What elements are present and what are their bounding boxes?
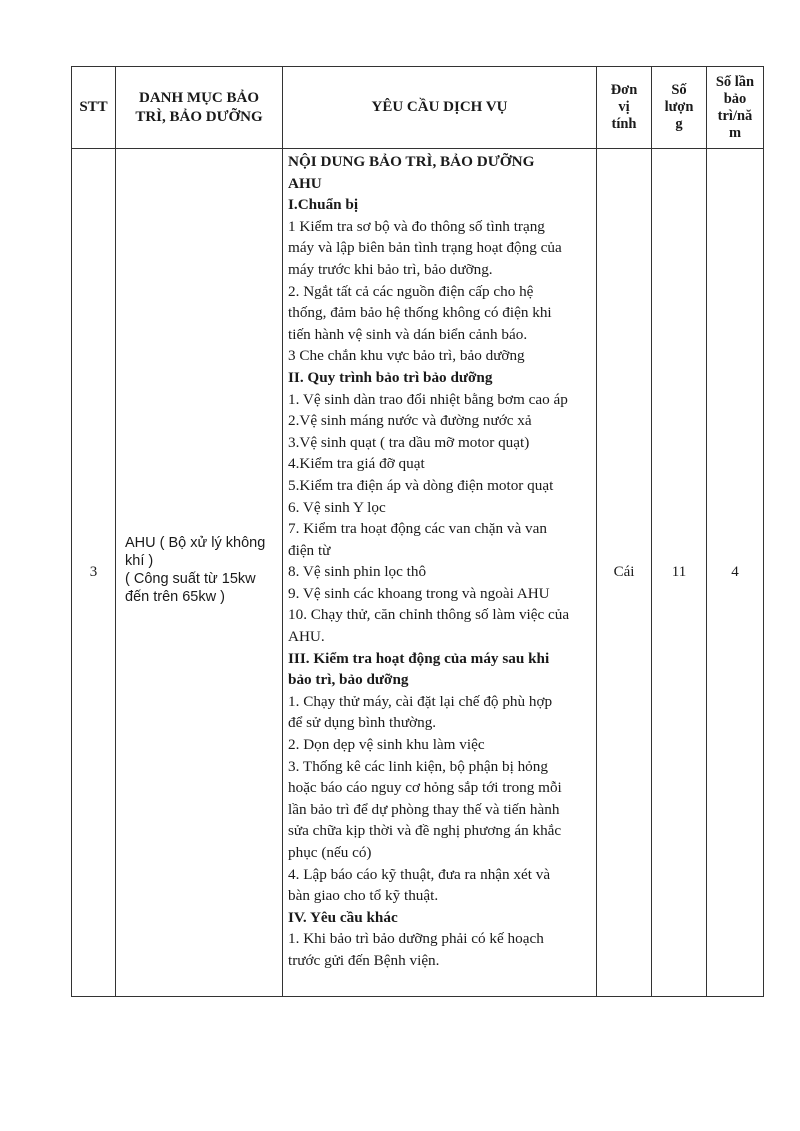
requirement-heading: bảo trì, bảo dưỡng	[288, 671, 409, 689]
requirement-line: trước gửi đến Bệnh viện.	[288, 951, 440, 969]
requirement-line: điện từ	[288, 541, 331, 559]
requirement-line: 2. Ngắt tất cả các nguồn điện cấp cho hệ	[288, 282, 534, 300]
requirement-line: 3. Thống kê các linh kiện, bộ phận bị hỏng	[288, 757, 548, 775]
header-category-line: DANH MỤC BẢO	[139, 89, 259, 106]
requirement-line: 1. Vệ sinh dàn trao đổi nhiệt bằng bơm cao áp	[288, 390, 568, 408]
requirement-line: thống, đảm bảo hệ thống không có điện khi	[288, 304, 552, 322]
category-line: đến trên 65kw )	[125, 589, 225, 605]
requirement-heading: AHU	[288, 174, 322, 192]
requirement-line: bàn giao cho tổ kỹ thuật.	[288, 887, 439, 905]
requirement-line: phục (nếu có)	[288, 844, 372, 861]
requirement-line: sửa chữa kịp thời và đề nghị phương án khắc	[288, 822, 562, 840]
requirements-list	[283, 149, 596, 972]
header-category-line: TRÌ, BẢO DƯỠNG	[135, 108, 263, 125]
row-quantity: 11	[652, 149, 707, 997]
header-unit	[597, 67, 652, 149]
requirement-line: 3 Che chắn khu vực bảo trì, bảo dưỡng	[288, 347, 525, 365]
header-frequency-line: trì/nă	[717, 107, 753, 124]
header-unit-line: tính	[611, 116, 637, 132]
requirement-line: 3.Vệ sinh quạt ( tra dầu mỡ motor quạt)	[288, 433, 530, 451]
requirement-line: 10. Chạy thử, căn chỉnh thông số làm việc của	[288, 606, 570, 624]
header-category	[116, 67, 283, 149]
requirement-line: 4.Kiểm tra giá đỡ quạt	[288, 455, 425, 473]
row-unit: Cái	[597, 149, 652, 997]
header-requirements: YÊU CẦU DỊCH VỤ	[283, 67, 597, 149]
requirement-heading: I.Chuẩn bị	[288, 196, 359, 214]
header-frequency-line: m	[728, 124, 742, 141]
header-quantity	[652, 67, 707, 149]
requirement-heading: III. Kiểm tra hoạt động của máy sau khi	[288, 649, 550, 667]
row-category	[116, 149, 283, 997]
category-line: AHU ( Bộ xử lý không	[125, 535, 266, 551]
requirement-line: máy và lập biên bản tình trạng hoạt động của	[288, 239, 562, 257]
header-quantity-line: lượn	[664, 99, 694, 115]
category-line: khí )	[125, 553, 154, 569]
maintenance-table	[71, 66, 764, 997]
requirement-line: 9. Vệ sinh các khoang trong và ngoài AHU	[288, 584, 550, 602]
header-unit-line: vị	[618, 99, 630, 115]
requirement-line: 8. Vệ sinh phin lọc thô	[288, 563, 427, 581]
requirement-line: 6. Vệ sinh Y lọc	[288, 498, 386, 516]
row-requirements	[283, 149, 597, 997]
requirement-line: lần bảo trì để dự phòng thay thế và tiến hành	[288, 800, 560, 818]
requirement-line: 5.Kiểm tra điện áp và dòng điện motor quạt	[288, 476, 554, 494]
requirement-line: 2.Vệ sinh máng nước và đường nước xả	[288, 412, 532, 430]
header-frequency	[707, 67, 764, 149]
requirement-line: 4. Lập báo cáo kỹ thuật, đưa ra nhận xét và	[288, 865, 551, 883]
requirement-heading: II. Quy trình bảo trì bảo dưỡng	[288, 368, 493, 386]
requirement-line: tiến hành vệ sinh và dán biển cảnh báo.	[288, 325, 528, 343]
header-stt: STT	[72, 67, 116, 149]
header-unit-line: Đơn	[610, 82, 638, 98]
requirement-line: AHU.	[288, 628, 325, 646]
requirement-line: 1 Kiểm tra sơ bộ và đo thông số tình trạng	[288, 217, 545, 235]
category-line: ( Công suất từ 15kw	[125, 571, 256, 587]
table-header-row	[72, 67, 764, 149]
requirement-line: 1. Chạy thử máy, cài đặt lại chế độ phù hợp	[288, 692, 553, 710]
requirement-line: hoặc báo cáo nguy cơ hỏng sắp tới trong mỗi	[288, 779, 562, 797]
requirement-heading: NỘI DUNG BẢO TRÌ, BẢO DƯỠNG	[288, 153, 535, 170]
requirement-line: để sử dụng bình thường.	[288, 714, 437, 732]
table-row	[72, 149, 764, 997]
row-stt: 3	[72, 149, 116, 997]
requirement-line: 1. Khi bảo trì bảo dưỡng phải có kế hoạch	[288, 930, 544, 948]
row-frequency: 4	[707, 149, 764, 997]
requirement-line: 7. Kiểm tra hoạt động các van chặn và van	[288, 520, 547, 538]
header-frequency-line: bảo	[723, 90, 747, 107]
header-quantity-line: g	[675, 116, 683, 132]
requirement-heading: IV. Yêu cầu khác	[288, 908, 398, 926]
requirement-line: máy trước khi bảo trì, bảo dưỡng.	[288, 260, 493, 278]
requirement-line: 2. Dọn dẹp vệ sinh khu làm việc	[288, 736, 485, 754]
header-quantity-line: Số	[671, 82, 687, 98]
header-frequency-line: Số lần	[715, 73, 755, 90]
